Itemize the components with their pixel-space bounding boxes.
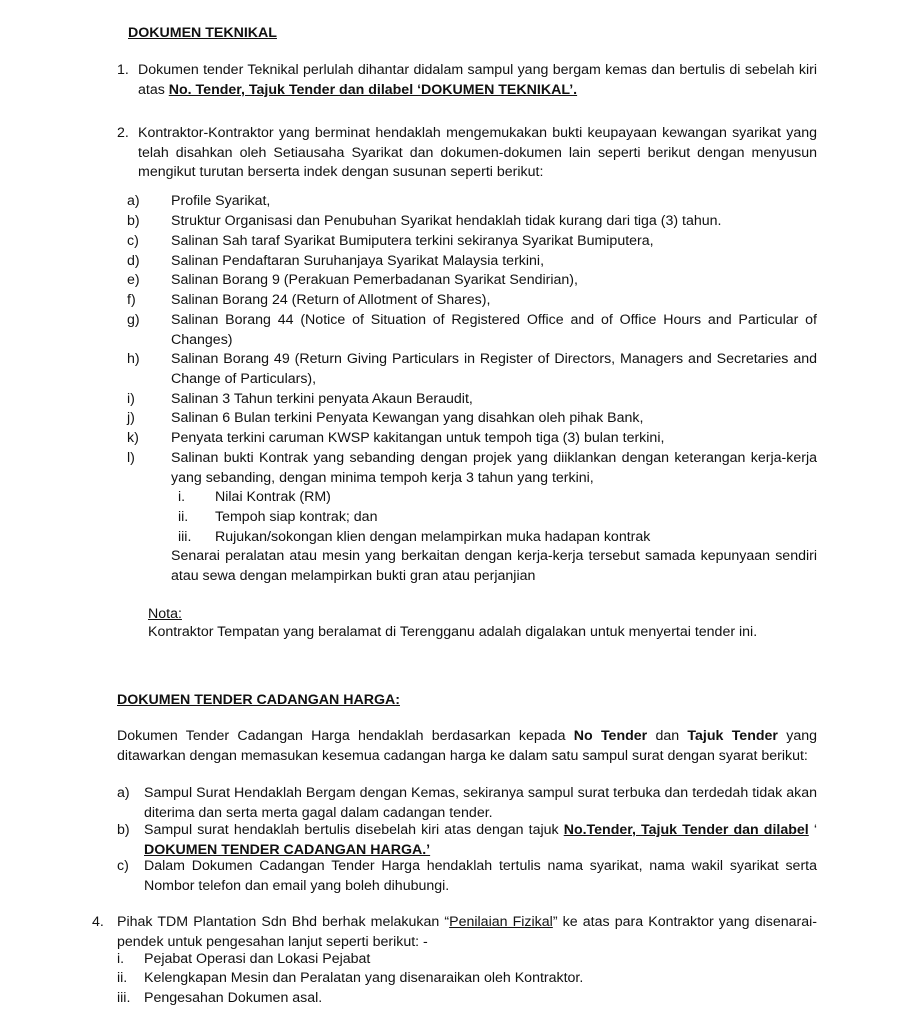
list-item-text: Salinan Borang 24 (Return of Allotment of Shares), <box>171 292 491 308</box>
sublist-marker: i. <box>178 489 186 505</box>
list-marker: f) <box>127 292 136 308</box>
intro-bold-tajuk-tender: Tajuk Tender <box>687 728 778 744</box>
list-item-text: Salinan Sah taraf Syarikat Bumiputera terkini sekiranya Syarikat Bumiputera, <box>171 233 654 249</box>
sublist-item-text: Nilai Kontrak (RM) <box>215 489 331 505</box>
list-marker: d) <box>127 253 140 269</box>
list-marker: i) <box>127 391 135 407</box>
condition-a-text: Sampul Surat Hendaklah Bergam dengan Kemas, sekiranya sampul surat terbuka dan terdedah tidak akan diterima dan serta merta gagal dalam cadangan tender. <box>144 785 817 821</box>
list-item-text: Salinan Borang 49 (Return Giving Particulars in Register of Directors, Managers and Secretaries and Change of Particulars), <box>171 351 817 387</box>
intro-part: Dokumen Tender Cadangan Harga hendaklah berdasarkan kepada <box>117 728 574 744</box>
condition-b-text <box>144 821 817 860</box>
sublist-item-text: Rujukan/sokongan klien dengan melampirkan muka hadapan kontrak <box>215 529 651 545</box>
condition-marker: a) <box>117 785 130 801</box>
sublist-marker: iii. <box>178 529 192 545</box>
sublist-marker: ii. <box>178 509 189 525</box>
list-item-text: Profile Syarikat, <box>171 193 271 209</box>
section-heading-cadangan-harga: DOKUMEN TENDER CADANGAN HARGA: <box>117 692 400 708</box>
list-item-text: Salinan 3 Tahun terkini penyata Akaun Beraudit, <box>171 391 473 407</box>
item-1-text <box>138 61 817 100</box>
nota-label: Nota: <box>148 606 182 622</box>
intro-part: yang ditawarkan dengan memasukan kesemua cadangan harga ke dalam satu sampul surat dengan syarat berikut: <box>117 728 817 764</box>
nota-text: Kontraktor Tempatan yang beralamat di Terengganu adalah digalakan untuk menyertai tender ini. <box>148 624 758 640</box>
list-marker: c) <box>127 233 139 249</box>
condition-b-body: Sampul surat hendaklah bertulis disebelah kiri atas dengan tajuk <box>144 822 564 838</box>
penilaian-fizikal: Penilaian Fizikal <box>449 914 553 930</box>
list-marker: e) <box>127 272 140 288</box>
condition-b-label: DOKUMEN TENDER CADANGAN HARGA.’ <box>144 841 431 858</box>
list-marker: b) <box>127 213 140 229</box>
list-marker: k) <box>127 430 139 446</box>
condition-c-text: Dalam Dokumen Cadangan Tender Harga hendaklah tertulis nama syarikat, nama wakil syarikat serta Nombor telefon dan email yang boleh dihubungi. <box>144 858 817 894</box>
cadangan-harga-intro <box>117 727 817 766</box>
list-marker: h) <box>127 351 140 367</box>
verification-marker: iii. <box>117 990 131 1006</box>
item-4-body-end: ” ke atas para Kontraktor yang disenarai-pendek untuk pengesahan lanjut seperti berikut: - <box>117 914 817 950</box>
verification-item-text: Kelengkapan Mesin dan Peralatan yang disenaraikan oleh Kontraktor. <box>144 970 584 986</box>
item-4-body: Pihak TDM Plantation Sdn Bhd berhak melakukan “ <box>117 914 450 930</box>
sublist-item-text: Tempoh siap kontrak; dan <box>215 509 378 525</box>
list-item-text: Salinan bukti Kontrak yang sebanding dengan projek yang diiklankan dengan keterangan kerja-kerja yang sebanding, dengan minima tempoh kerja 3 tahun yang terkini, <box>171 450 817 486</box>
verification-item-text: Pengesahan Dokumen asal. <box>144 990 323 1006</box>
item-number: 2. <box>117 125 129 141</box>
equipment-list-note: Senarai peralatan atau mesin yang berkaitan dengan kerja-kerja tersebut samada kepunyaan sendiri atau sewa dengan melampirkan bukti gran atau perjanjian <box>171 548 817 584</box>
condition-marker: b) <box>117 822 130 838</box>
intro-part: dan <box>647 728 688 744</box>
list-item-text: Salinan Borang 44 (Notice of Situation of Registered Office and of Office Hours and Particular of Changes) <box>171 312 817 348</box>
list-marker: j) <box>127 410 135 426</box>
list-item-text: Salinan Pendaftaran Suruhanjaya Syarikat Malaysia terkini, <box>171 253 545 269</box>
list-item-text: Salinan 6 Bulan terkini Penyata Kewangan yang disahkan oleh pihak Bank, <box>171 410 644 426</box>
condition-marker: c) <box>117 858 129 874</box>
section-heading-dokumen-teknikal: DOKUMEN TEKNIKAL <box>128 25 277 41</box>
condition-b-bold: No.Tender, Tajuk Tender dan dilabel <box>563 822 809 838</box>
verification-marker: ii. <box>117 970 128 986</box>
list-marker: l) <box>127 450 135 466</box>
item-number: 1. <box>117 62 129 78</box>
list-marker: g) <box>127 312 140 328</box>
intro-bold-no-tender: No Tender <box>573 728 648 744</box>
verification-marker: i. <box>117 951 125 967</box>
item-4-text <box>117 913 817 952</box>
verification-item-text: Pejabat Operasi dan Lokasi Pejabat <box>144 951 371 967</box>
list-item-text: Penyata terkini caruman KWSP kakitangan untuk tempoh tiga (3) bulan terkini, <box>171 430 665 446</box>
list-item-text: Struktur Organisasi dan Penubuhan Syarikat hendaklah tidak kurang dari tiga (3) tahun. <box>171 213 722 229</box>
list-marker: a) <box>127 193 140 209</box>
list-item-text: Salinan Borang 9 (Perakuan Pemerbadanan Syarikat Sendirian), <box>171 272 578 288</box>
condition-b-quote: ‘ <box>808 822 818 838</box>
item-1-body: Dokumen tender Teknikal perlulah dihantar didalam sampul yang bergam kemas dan bertulis di sebelah kiri atas <box>138 62 817 98</box>
item-1-bold: No. Tender, Tajuk Tender dan dilabel ‘DOKUMEN TEKNIKAL’. <box>168 81 578 98</box>
item-number: 4. <box>92 914 104 930</box>
item-2-text: Kontraktor-Kontraktor yang berminat hendaklah mengemukakan bukti keupayaan kewangan syarikat yang telah disahkan oleh Setiausaha Syarikat dan dokumen-dokumen lain seperti berikut dengan menyusun mengikut turutan berserta indek dengan susunan seperti berikut: <box>138 125 817 181</box>
